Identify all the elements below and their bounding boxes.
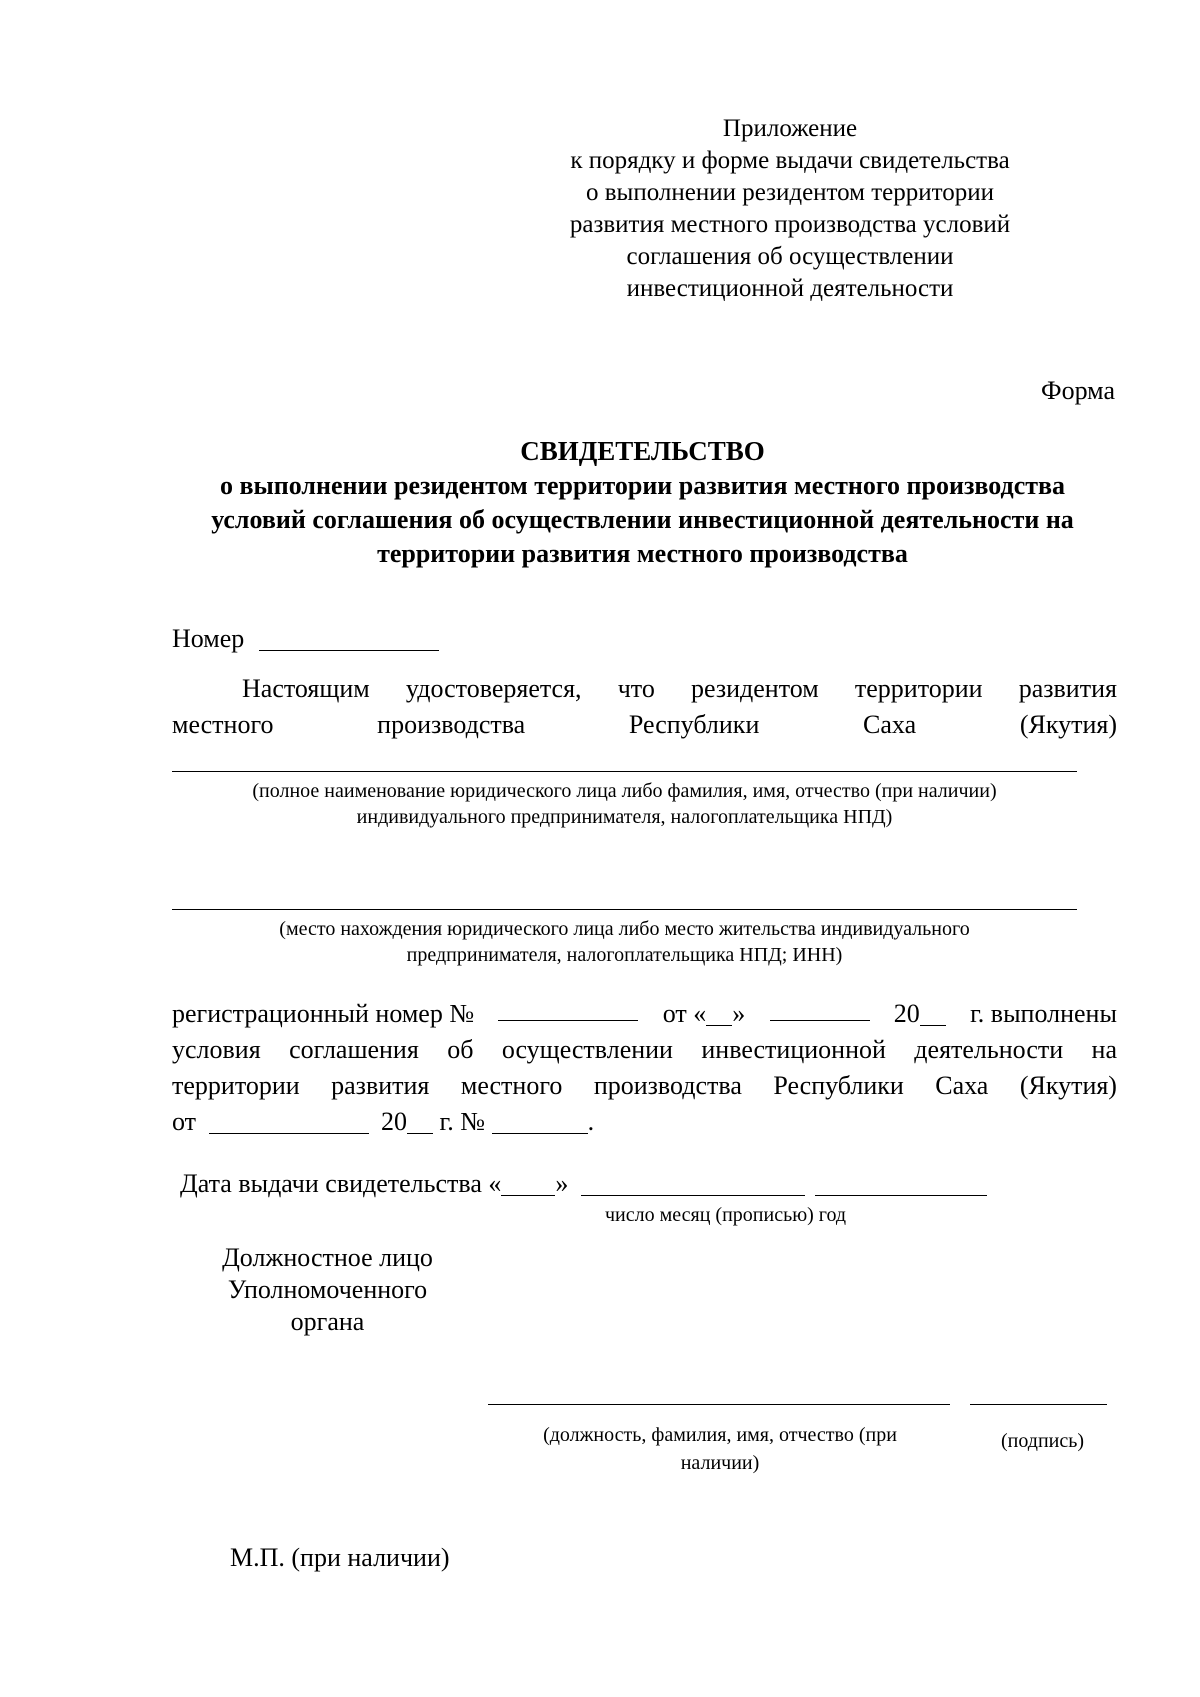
word: резидентом (691, 674, 819, 703)
word: местного (460, 1071, 563, 1100)
agreement-number-blank[interactable] (492, 1109, 588, 1134)
reg-year-group (894, 996, 946, 1032)
officer-line: Уполномоченного (227, 1275, 428, 1304)
number-label: г. № (439, 1107, 486, 1136)
word: производства (593, 1071, 742, 1100)
certify-paragraph (172, 671, 1117, 743)
word: инвестиционной (701, 1035, 886, 1064)
caption-line: (место нахождения юридического лица либо место жительства индивидуального (279, 918, 970, 940)
officer-line: Должностное лицо (222, 1243, 433, 1272)
reg-label: регистрационный номер № (172, 999, 475, 1028)
document-title (170, 435, 1115, 571)
reg-number-blank[interactable] (498, 996, 638, 1021)
reg-year-blank[interactable] (920, 1001, 946, 1026)
registration-paragraph (172, 996, 1117, 1140)
word: Саха (863, 710, 917, 739)
reg-month-blank[interactable] (770, 996, 870, 1021)
number-blank[interactable] (259, 626, 439, 651)
form-label: Форма (1041, 376, 1115, 405)
word: условия (172, 1035, 261, 1064)
number-row (172, 621, 439, 657)
issue-date-label: Дата выдачи свидетельства « (180, 1169, 502, 1198)
caption-line: наличии) (680, 1452, 760, 1474)
caption-line: предпринимателя, налогоплательщика НПД; ИНН) (406, 944, 843, 966)
agreement-date-blank[interactable] (209, 1109, 369, 1134)
officer-line: органа (290, 1307, 365, 1336)
reg-day-blank[interactable] (706, 1001, 732, 1026)
word: местного (172, 710, 274, 739)
word: удостоверяется, (405, 674, 582, 703)
year-prefix: 20 (893, 999, 920, 1028)
certify-line-1 (172, 671, 1117, 707)
word: развития (1018, 674, 1117, 703)
word: деятельности (914, 1035, 1064, 1064)
word: развития (331, 1071, 430, 1100)
period: . (587, 1107, 595, 1136)
signature-blank[interactable] (970, 1404, 1107, 1405)
registration-line-3 (172, 1068, 1117, 1104)
caption-line: (должность, фамилия, имя, отчество (при (543, 1424, 897, 1446)
year-prefix: 20 (381, 1107, 408, 1136)
from-label: от « (662, 999, 707, 1028)
word: территории (172, 1071, 300, 1100)
issue-day-blank[interactable] (501, 1171, 555, 1196)
quote-close: » (555, 1169, 569, 1198)
issue-year-blank[interactable] (815, 1171, 987, 1196)
registration-line-2 (172, 1032, 1117, 1068)
officer-block (210, 1242, 445, 1338)
appendix-line: к порядку и форме выдачи свидетельства (570, 147, 1010, 174)
stamp-label: М.П. (при наличии) (230, 1543, 450, 1572)
title-main: СВИДЕТЕЛЬСТВО (520, 436, 765, 466)
certify-line-2 (172, 707, 1117, 743)
full-name-blank[interactable] (172, 771, 1077, 772)
word: на (1091, 1035, 1117, 1064)
word: производства (377, 710, 526, 739)
from-label: от (172, 1107, 197, 1136)
word: (Якутия) (1019, 710, 1117, 739)
title-line: о выполнении резидентом территории развития местного производства (219, 471, 1066, 500)
signature-caption: (подпись) (1000, 1430, 1085, 1452)
issue-date-caption: число месяц (прописью) год (605, 1204, 847, 1226)
address-caption (172, 916, 1077, 968)
word: Настоящим (242, 674, 370, 703)
reg-date-group (663, 996, 746, 1032)
full-name-caption (172, 778, 1077, 830)
position-name-blank[interactable] (488, 1404, 950, 1405)
caption-line: индивидуального предпринимателя, налогоплательщика НПД) (356, 806, 893, 828)
number-label: Номер (172, 624, 245, 653)
issue-month-blank[interactable] (581, 1171, 805, 1196)
word: Республики (628, 710, 760, 739)
word: Республики (773, 1071, 904, 1100)
word: что (617, 674, 655, 703)
word: (Якутия) (1019, 1071, 1117, 1100)
issue-date-row (180, 1166, 1030, 1202)
appendix-line: развития местного производства условий (569, 211, 1011, 238)
quote-close: » (732, 999, 746, 1028)
word: Саха (935, 1071, 989, 1100)
appendix-line: Приложение (722, 115, 858, 142)
appendix-line: соглашения об осуществлении (626, 243, 954, 270)
registration-line-1 (172, 996, 1117, 1032)
word: соглашения (289, 1035, 419, 1064)
title-line: территории развития местного производства (377, 539, 908, 568)
title-line: условий соглашения об осуществлении инвестиционной деятельности на (211, 505, 1074, 534)
word: осуществлении (501, 1035, 673, 1064)
done-label: г. выполнены (970, 999, 1117, 1028)
position-name-caption (490, 1421, 950, 1477)
appendix-line: инвестиционной деятельности (626, 275, 954, 302)
word: территории (854, 674, 983, 703)
agreement-year-blank[interactable] (407, 1109, 433, 1134)
address-blank[interactable] (172, 909, 1077, 910)
appendix-header (560, 113, 1020, 305)
registration-line-4 (172, 1104, 1117, 1140)
appendix-line: о выполнении резидентом территории (585, 179, 995, 206)
caption-line: (полное наименование юридического лица либо фамилия, имя, отчество (при наличии) (252, 780, 997, 802)
word: об (447, 1035, 474, 1064)
